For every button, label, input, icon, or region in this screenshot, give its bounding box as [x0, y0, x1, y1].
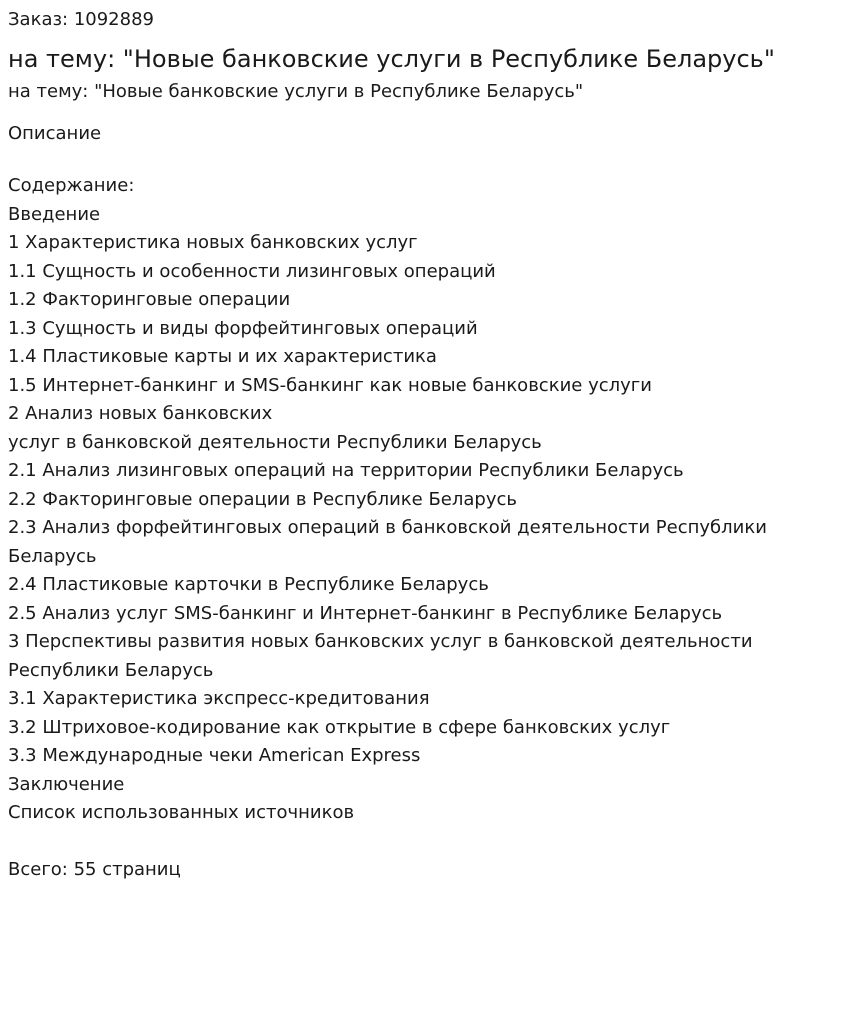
toc-item: Заключение: [8, 773, 125, 795]
toc-item: 1.4 Пластиковые карты и их характеристика: [8, 346, 437, 367]
toc-item: 3.2 Штриховое-кодирование как открытие в сфере банковских услуг: [8, 716, 671, 738]
toc-item: 3.3 Международные чеки American Express: [8, 745, 421, 766]
toc-item: 3 Перспективы развития новых банковских услуг в банковской деятельности Республики Беларусь: [8, 631, 753, 681]
toc-item: услуг в банковской деятельности Республики Беларусь: [8, 431, 542, 453]
toc-item: 1.1 Сущность и особенности лизинговых операций: [8, 260, 496, 282]
toc-item: 2.2 Факторинговые операции в Республике Беларусь: [8, 488, 517, 510]
toc-item: 2.5 Анализ услуг SMS-банкинг и Интернет-банкинг в Республике Беларусь: [8, 602, 723, 624]
toc-item: 2.1 Анализ лизинговых операций на территории Республики Беларусь: [8, 460, 684, 481]
contents-heading: Содержание:: [8, 175, 135, 196]
toc-item: 1.3 Сущность и виды форфейтинговых операций: [8, 317, 478, 339]
toc-item: 2 Анализ новых банковских: [8, 403, 273, 424]
toc-item: 2.4 Пластиковые карточки в Республике Беларусь: [8, 574, 489, 595]
toc-item: Введение: [8, 203, 101, 225]
table-of-contents: [8, 172, 839, 828]
toc-item: 1 Характеристика новых банковских услуг: [8, 232, 418, 253]
page-subtitle: на тему: "Новые банковские услуги в Республике Беларусь": [8, 81, 584, 102]
toc-item: Список использованных источников: [8, 802, 355, 823]
toc-item: 1.5 Интернет-банкинг и SMS-банкинг как новые банковские услуги: [8, 374, 652, 396]
contents-list: [8, 201, 839, 828]
description-heading: Описание: [8, 123, 102, 144]
toc-item: 2.3 Анализ форфейтинговых операций в банковской деятельности Республики Беларусь: [8, 517, 767, 567]
toc-item: 3.1 Характеристика экспресс-кредитования: [8, 688, 430, 709]
page-title: на тему: "Новые банковские услуги в Республике Беларусь": [8, 45, 775, 73]
total-pages: Всего: 55 страниц: [8, 858, 181, 880]
toc-item: 1.2 Факторинговые операции: [8, 289, 291, 310]
order-number: Заказ: 1092889: [8, 9, 154, 30]
